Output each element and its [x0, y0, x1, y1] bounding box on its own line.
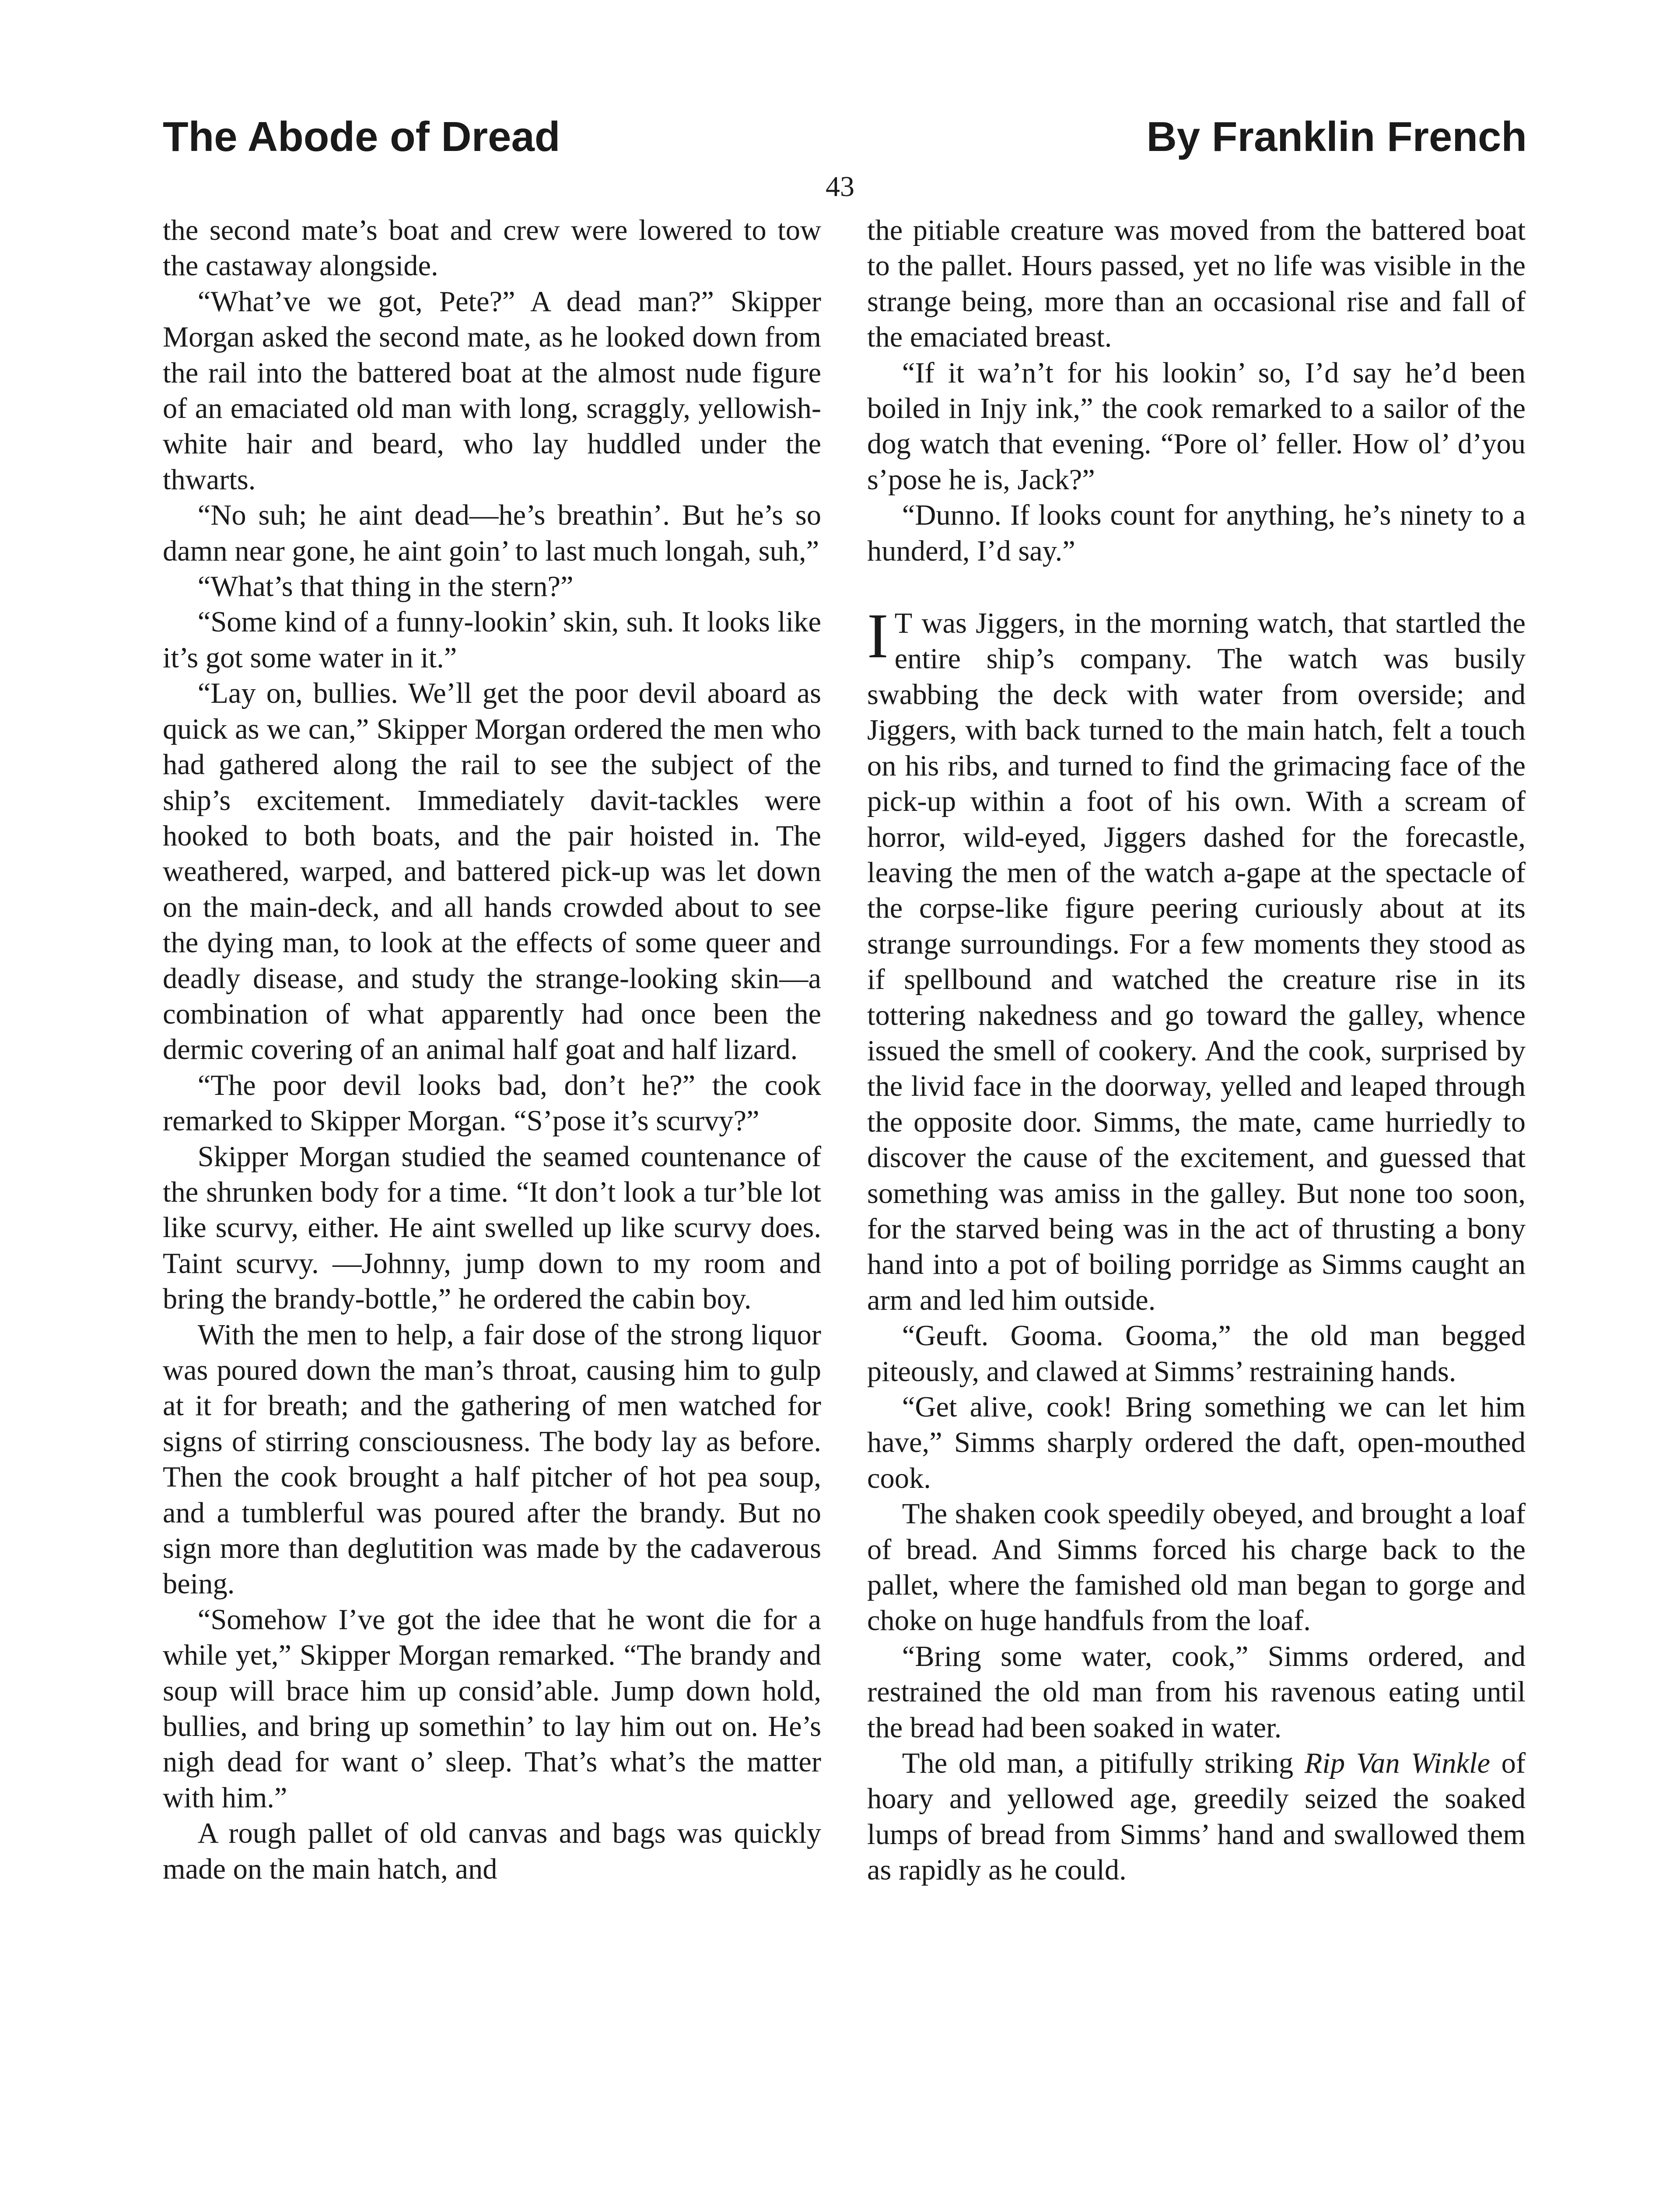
paragraph: “If it wa’n’t for his lookin’ so, I’d say he’d been boiled in Injy ink,” the cook remarked to a sailor of the dog watch that evening. “Pore ol’ feller. How ol’ d’you s’pose he is, Jack?” — [867, 357, 1526, 496]
paragraph-text: of hoary and yellowed age, greedily seized the soaked lumps of bread from Simms’ hand and swallowed them as rapidly as he could. — [867, 1747, 1526, 1886]
drop-cap: I — [867, 600, 889, 672]
paragraph: Skipper Morgan studied the seamed countenance of the shrunken body for a time. “It don’t look a tur’ble lot like scurvy, either. He aint swelled up like scurvy does. Taint scurvy. —Johnny, jump down to my room and bring the brandy-bottle,” he ordered the cabin boy. — [163, 1140, 821, 1315]
paragraph: “Bring some water, cook,” Simms ordered, and restrained the old man from his ravenous eating until the bread had been soaked in water. — [867, 1640, 1526, 1744]
paragraph: With the men to help, a fair dose of the strong liquor was poured down the man’s throat, causing him to gulp at it for breath; and the gathering of men watched for signs of stirring consciousness. The body lay as before. Then the cook brought a half pitcher of hot pea soup, and a tumblerful was poured after the brandy. But no sign more than deglutition was made by the cadaverous being. — [163, 1318, 821, 1600]
paragraph: “Some kind of a funny-lookin’ skin, suh. It looks like it’s got some water in it.” — [163, 606, 821, 674]
paragraph: “Geuft. Gooma. Gooma,” the old man begged piteously, and clawed at Simms’ restraining hands. — [867, 1320, 1526, 1388]
paragraph: “Dunno. If looks count for anything, he’s ninety to a hunderd, I’d say.” — [867, 499, 1526, 567]
italic-title: Rip Van Winkle — [1304, 1747, 1491, 1780]
story-title: The Abode of Dread — [163, 113, 560, 160]
story-author: By Franklin French — [1146, 113, 1527, 160]
paragraph: A rough pallet of old canvas and bags was quickly made on the main hatch, and — [163, 1817, 821, 1885]
paragraph: the second mate’s boat and crew were lowered to tow the castaway alongside. — [163, 214, 821, 282]
small-caps-letter: T — [894, 607, 913, 640]
paragraph: “Lay on, bullies. We’ll get the poor devil aboard as quick as we can,” Skipper Morgan ordered the men who had gathered along the rail to see the subject of the ship’s excitement. Immediately davit-tackles were hooked to both boats, and the pair hoisted in. The weathered, warped, and battered pick-up was let down on the main-deck, and all hands crowded about to see the dying man, to look at the effects of some queer and deadly disease, and study the strange-looking skin—a combination of what apparently had once been the dermic covering of an animal half goat and half lizard. — [163, 677, 821, 1066]
paragraph: “The poor devil looks bad, don’t he?” the cook remarked to Skipper Morgan. “S’pose it’s scurvy?” — [163, 1069, 821, 1137]
section-opening-paragraph — [867, 600, 1526, 1318]
paragraph: “Somehow I’ve got the idee that he wont die for a while yet,” Skipper Morgan remarked. “The brandy and soup will brace him up consid’able. Jump down hold, bullies, and bring up somethin’ to lay him out on. He’s nigh dead for want o’ sleep. That’s what’s the matter with him.” — [163, 1603, 821, 1814]
right-column — [867, 213, 1526, 1888]
paragraph-text: The old man, a pitifully striking — [902, 1747, 1305, 1780]
paragraph: The shaken cook speedily obeyed, and brought a loaf of bread. And Simms forced his charge back to the pallet, where the famished old man began to gorge and choke on huge handfuls from the loaf. — [867, 1498, 1526, 1637]
paragraph: “No suh; he aint dead—he’s breathin’. But he’s so damn near gone, he aint goin’ to last much longah, suh,” — [163, 499, 821, 567]
paragraph-text: was Jiggers, in the morning watch, that startled the entire ship’s company. The watch was busily swabbing the deck with water from overside; and Jiggers, with back turned to the main hatch, felt a touch on his ribs, and turned to find the grimacing face of the pick-up within a foot of his own. With a scream of horror, wild-eyed, Jiggers dashed for the forecastle, leaving the men of the watch a-gape at the spectacle of the corpse-like figure peering curiously about at its strange surroundings. For a few moments they stood as if spellbound and watched the creature rise in its tottering nakedness and go toward the galley, whence issued the smell of cookery. And the cook, surprised by the livid face in the doorway, yelled and leaped through the opposite door. Simms, the mate, came hurriedly to discover the cause of the excitement, and guessed that something was amiss in the galley. But none too soon, for the starved being was in the act of thrusting a bony hand into a pot of boiling porridge as Simms caught an arm and led him outside. — [867, 607, 1526, 1316]
paragraph: “Get alive, cook! Bring something we can let him have,” Simms sharply ordered the daft, open-mouthed cook. — [867, 1391, 1526, 1494]
paragraph: “What’ve we got, Pete?” A dead man?” Skipper Morgan asked the second mate, as he looked down from the rail into the battered boat at the almost nude figure of an emaciated old man with long, scraggly, yellowish-white hair and beard, who lay huddled under the thwarts. — [163, 285, 821, 496]
paragraph: “What’s that thing in the stern?” — [197, 571, 574, 603]
left-column — [163, 213, 821, 1887]
paragraph: the pitiable creature was moved from the battered boat to the pallet. Hours passed, yet no life was visible in the strange being, more than an occasional rise and fall of the emaciated breast. — [867, 214, 1526, 354]
page-number: 43 — [826, 171, 854, 203]
paragraph — [867, 1746, 1526, 1888]
